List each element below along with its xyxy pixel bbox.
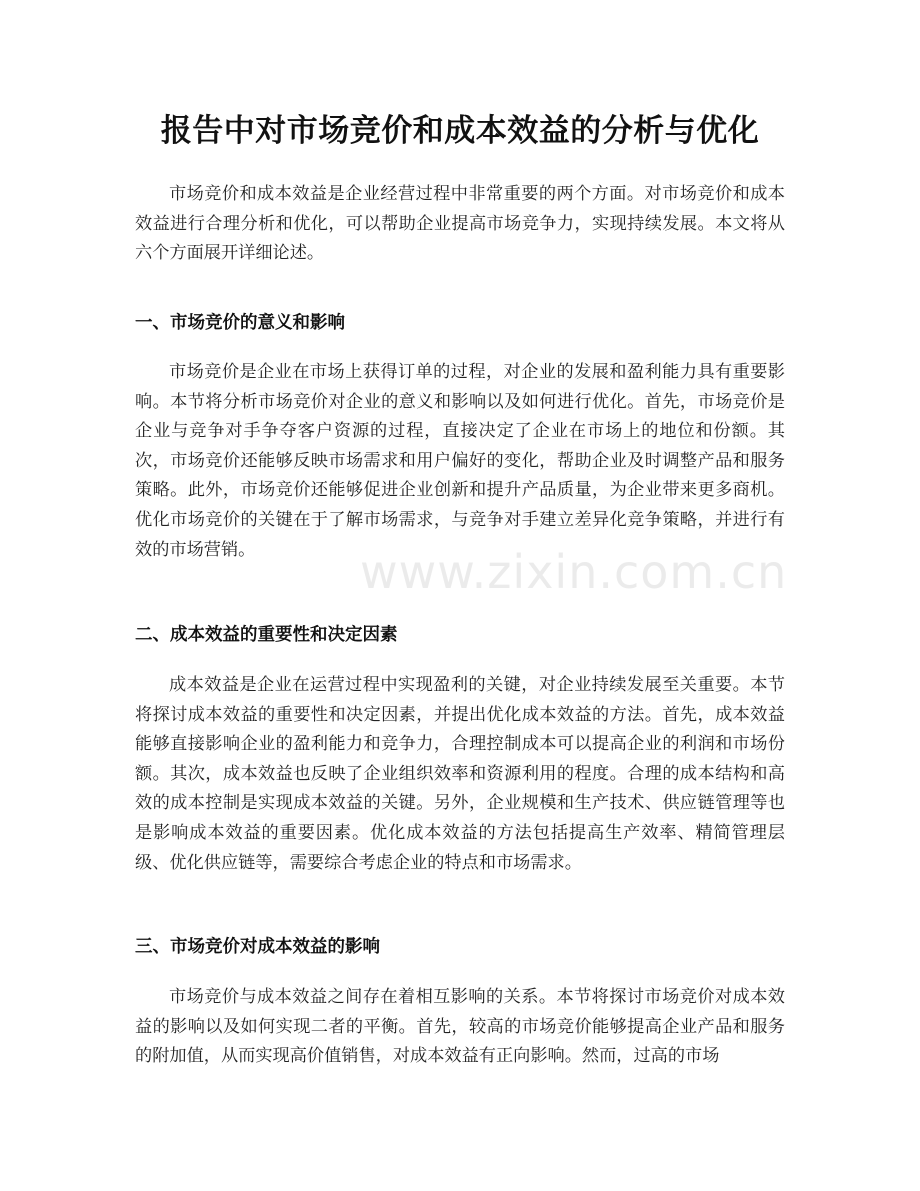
section-2-body: 成本效益是企业在运营过程中实现盈利的关键，对企业持续发展至关重要。本节将探讨成本效益的重要性和决定因素，并提出优化成本效益的方法。首先，成本效益能够直接影响企业的盈利能力和竞争力，合理控制成本可以提高企业的利润和市场份额。其次，成本效益也反映了企业组织效率和资源利用的程度。合理的成本结构和高效的成本控制是实现成本效益的关键。另外，企业规模和生产技术、供应链管理等也是影响成本效益的重要因素。优化成本效益的方法包括提高生产效率、精简管理层级、优化供应链等，需要综合考虑企业的特点和市场需求。 — [135, 675, 785, 873]
watermark: www.zixin.com.cn — [360, 545, 788, 599]
intro-paragraph: 市场竞价和成本效益是企业经营过程中非常重要的两个方面。对市场竞价和成本效益进行合理分析和优化，可以帮助企业提高市场竞争力，实现持续发展。本文将从六个方面展开详细论述。 — [135, 184, 785, 264]
section-3-body: 市场竞价与成本效益之间存在着相互影响的关系。本节将探讨市场竞价对成本效益的影响以及如何实现二者的平衡。首先，较高的市场竞价能够提高企业产品和服务的附加值，从而实现高价值销售，对成本效益有正向影响。然而，过高的市场 — [135, 987, 785, 1067]
document-title: 报告中对市场竞价和成本效益的分析与优化 — [160, 113, 760, 149]
section-3-heading: 三、市场竞价对成本效益的影响 — [135, 937, 380, 957]
section-1-heading: 一、市场竞价的意义和影响 — [135, 313, 345, 333]
section-2-heading: 二、成本效益的重要性和决定因素 — [135, 625, 398, 645]
section-1-body: 市场竞价是企业在市场上获得订单的过程，对企业的发展和盈利能力具有重要影响。本节将分析市场竞价对企业的意义和影响以及如何进行优化。首先，市场竞价是企业与竞争对手争夺客户资源的过程，直接决定了企业在市场上的地位和份额。其次，市场竞价还能够反映市场需求和用户偏好的变化，帮助企业及时调整产品和服务策略。此外，市场竞价还能够促进企业创新和提升产品质量，为企业带来更多商机。优化市场竞价的关键在于了解市场需求，与竞争对手建立差异化竞争策略，并进行有效的市场营销。 — [135, 362, 785, 560]
